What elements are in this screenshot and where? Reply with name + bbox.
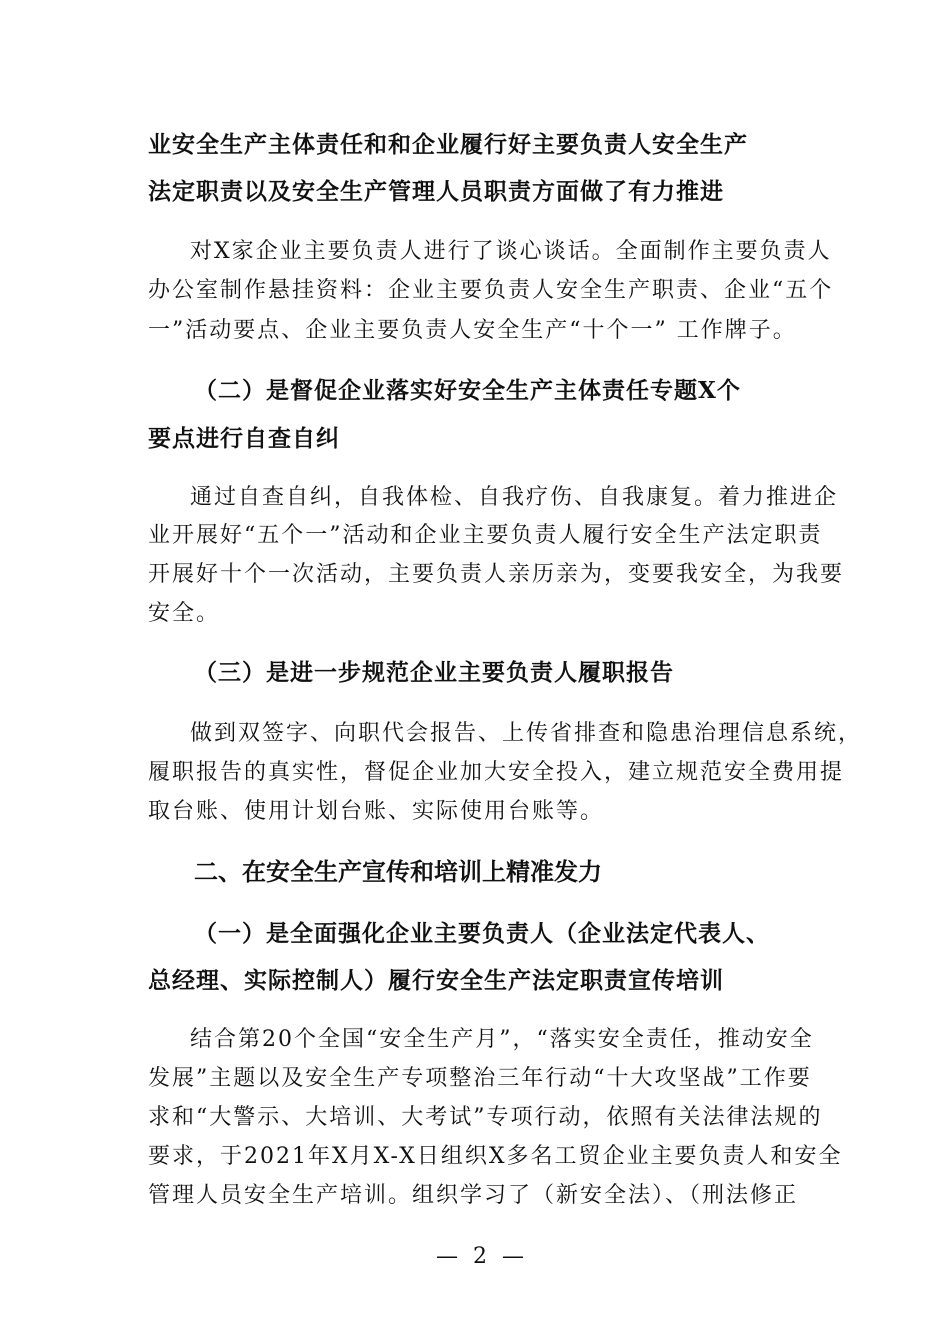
s2-sub1-body-line-2: 发展”主题以及安全生产专项整治三年行动“十大攻坚战”工作要	[148, 1066, 812, 1091]
sub2-body-line-1: 通过自查自纠，自我体检、自我疗伤、自我康复。着力推进企	[190, 485, 839, 510]
sub3-body-line-3: 取台账、使用计划台账、实际使用台账等。	[148, 799, 605, 824]
s2-subheading-1-line-2: 总经理、实际控制人）履行安全生产法定职责宣传培训	[148, 967, 724, 994]
s2-sub1-body-line-1: 结合第20个全国“安全生产月”，“落实安全责任，推动安全	[190, 1027, 814, 1052]
intro-heading-line-1: 业安全生产主体责任和和企业履行好主要负责人安全生产	[148, 131, 748, 158]
sub3-body-line-1: 做到双签字、向职代会报告、上传省排查和隐患治理信息系统，	[190, 721, 863, 746]
subheading-3: （三）是进一步规范企业主要负责人履职报告	[194, 659, 674, 686]
sub2-body-line-3: 开展好十个一次活动，主要负责人亲历亲为，变要我安全，为我要	[148, 562, 845, 587]
intro-body-line-2: 办公室制作悬挂资料：企业主要负责人安全生产职责、企业“五个	[148, 278, 834, 303]
page-number: — 2 —	[436, 1244, 528, 1269]
intro-heading-line-2: 法定职责以及安全生产管理人员职责方面做了有力推进	[148, 178, 724, 205]
s2-sub1-body-line-5: 管理人员安全生产培训。组织学习了（新安全法）、（刑法修正	[148, 1183, 799, 1208]
intro-body-line-3: 一”活动要点、企业主要负责人安全生产“十个一” 工作牌子。	[148, 318, 797, 343]
sub2-body-line-2: 业开展好“五个一”活动和企业主要负责人履行安全生产法定职责	[148, 523, 823, 548]
s2-sub1-body-line-4: 要求，于2021年X月X-X日组织X多名工贸企业主要负责人和安全	[148, 1144, 843, 1169]
subheading-2-line-1: （二）是督促企业落实好安全生产主体责任专题X个	[194, 377, 741, 404]
section-2-heading: 二、在安全生产宣传和培训上精准发力	[194, 857, 602, 886]
intro-body-line-1: 对X家企业主要负责人进行了谈心谈话。全面制作主要负责人	[190, 239, 832, 264]
sub3-body-line-2: 履职报告的真实性，督促企业加大安全投入，建立规范安全费用提	[148, 760, 845, 785]
s2-subheading-1-line-1: （一）是全面强化企业主要负责人（企业法定代表人、	[194, 920, 770, 947]
s2-sub1-body-line-3: 求和“大警示、大培训、大考试”专项行动，依照有关法律法规的	[148, 1105, 823, 1130]
sub2-body-line-4: 安全。	[148, 601, 221, 626]
subheading-2-line-2: 要点进行自查自纠	[148, 425, 340, 452]
